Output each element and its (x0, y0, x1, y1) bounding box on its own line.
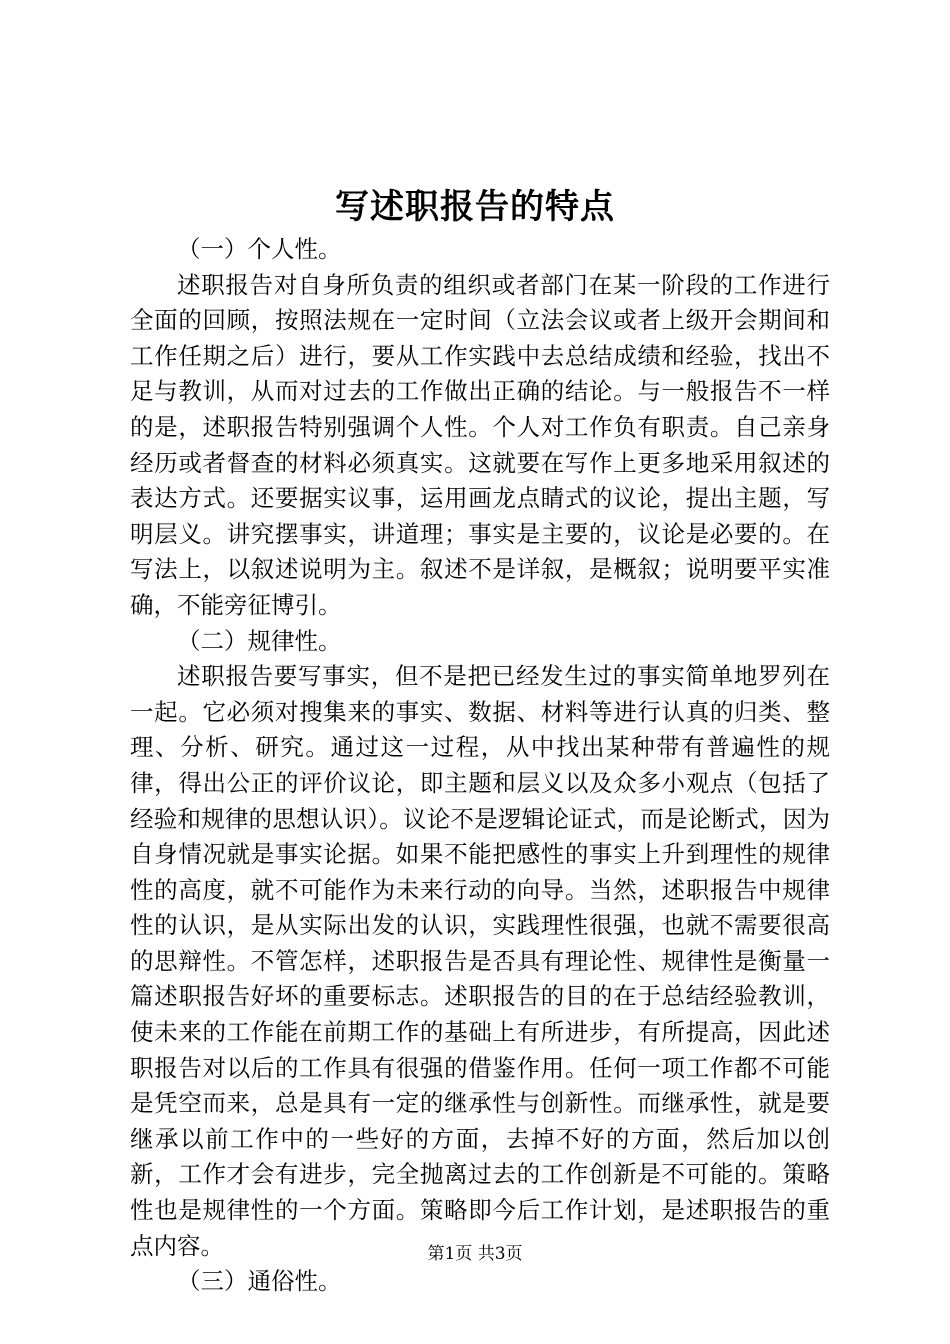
document-body (130, 232, 830, 1300)
page-number-footer: 第1页 共3页 (427, 1244, 523, 1264)
section-heading-2: （二）规律性。 (177, 626, 342, 655)
paragraph-2: 述职报告要写事实，但不是把已经发生过的事实简单地罗列在一起。它必须对搜集来的事实、数据、材料等进行认真的归类、整理、分析、研究。通过这一过程，从中找出某种带有普遍性的规律，得出公正的评价议论，即主题和层义以及众多小观点（包括了经验和规律的思想认识）。议论不是逻辑论证式，而是论断式，因为自身情况就是事实论据。如果不能把感性的事实上升到理性的规律性的高度，就不可能作为未来行动的向导。当然，述职报告中规律性的认识，是从实际出发的认识，实践理性很强，也就不需要很高的思辩性。不管怎样，述职报告是否具有理论性、规律性是衡量一篇述职报告好坏的重要标志。述职报告的目的在于总结经验教训，使未来的工作能在前期工作的基础上有所进步，有所提高，因此述职报告对以后的工作具有很强的借鉴作用。任何一项工作都不可能是凭空而来，总是具有一定的继承性与创新性。而继承性，就是要继承以前工作中的一些好的方面，去掉不好的方面，然后加以创新，工作才会有进步，完全抛离过去的工作创新是不可能的。策略性也是规律性的一个方面。策略即今后工作计划，是述职报告的重点内容。 (130, 662, 830, 1260)
section-heading-1: （一）个人性。 (177, 235, 342, 263)
paragraph-1: 述职报告对自身所负责的组织或者部门在某一阶段的工作进行全面的回顾，按照法规在一定时间（立法会议或者上级开会期间和工作任期之后）进行，要从工作实践中去总结成绩和经验，找出不足与教训，从而对过去的工作做出正确的结论。与一般报告不一样的是，述职报告特别强调个人性。个人对工作负有职责。自己亲身经历或者督查的材料必须真实。这就要在写作上更多地采用叙述的表达方式。还要据实议事，运用画龙点睛式的议论，提出主题，写明层义。讲究摆事实，讲道理；事实是主要的，议论是必要的。在写法上，以叙述说明为主。叙述不是详叙，是概叙；说明要平实准确，不能旁征博引。 (130, 270, 830, 619)
document-title: 写述职报告的特点 (335, 187, 615, 227)
section-heading-3: （三）通俗性。 (177, 1267, 342, 1296)
